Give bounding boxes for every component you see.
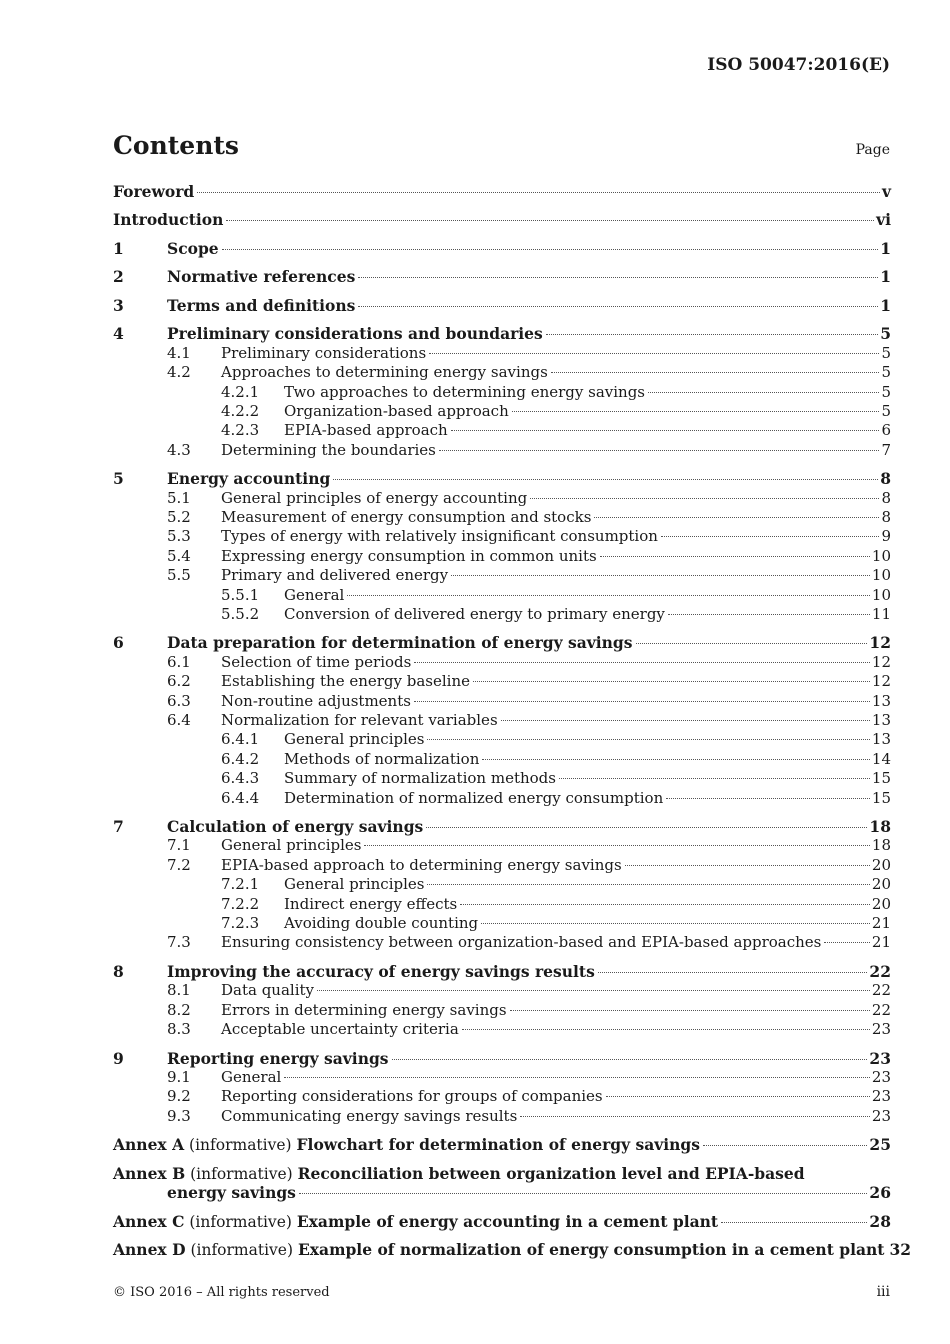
toc-entry[interactable] (113, 653, 891, 672)
toc-entry-number: 6.2 (167, 672, 191, 691)
toc-entry-title: Data quality (221, 981, 315, 1000)
dot-leader (520, 1116, 870, 1117)
dot-leader (222, 249, 879, 250)
toc-entry-number: 3 (113, 295, 124, 315)
toc-entry-number: 4.2 (167, 363, 191, 382)
dot-leader (473, 681, 870, 682)
dot-leader (666, 798, 870, 799)
toc-entry[interactable] (113, 1020, 891, 1039)
dot-leader (606, 1096, 870, 1097)
toc-annex-entry[interactable] (113, 1240, 912, 1260)
toc-entry[interactable] (113, 383, 891, 402)
toc-entry-number: 7.2.2 (221, 894, 260, 913)
toc-entry-page: 14 (871, 749, 891, 768)
toc-entry-title: Organization-based approach (284, 401, 509, 420)
toc-entry[interactable] (113, 182, 891, 201)
toc-entry-title: Establishing the energy baseline (221, 672, 471, 691)
toc-entry[interactable] (113, 344, 891, 363)
toc-entry[interactable] (113, 508, 891, 527)
dot-leader (661, 536, 880, 537)
dot-leader (392, 1059, 868, 1060)
toc-entry-page: 13 (871, 730, 891, 749)
toc-entry[interactable] (113, 769, 891, 788)
toc-entry-number: 6.3 (167, 691, 191, 710)
dot-leader (481, 923, 870, 924)
toc-entry[interactable] (113, 267, 891, 286)
dot-leader (530, 498, 879, 499)
toc-entry-page: 22 (871, 1000, 891, 1019)
toc-entry-title: Ensuring consistency between organization-based and EPIA-based approaches (221, 933, 822, 952)
toc-annex-entry[interactable] (113, 1135, 891, 1154)
toc-entry-number: 8.1 (167, 981, 191, 1000)
toc-entry-title: Determining the boundaries (221, 440, 436, 459)
toc-entry-page: 10 (871, 566, 891, 585)
toc-entry[interactable] (113, 933, 891, 952)
dot-leader (426, 827, 867, 828)
toc-entry-title: General principles (221, 836, 362, 855)
toc-entry-page: 13 (871, 711, 891, 730)
toc-entry-number: 4.2.1 (221, 382, 260, 401)
page-column-label: Page (855, 142, 890, 158)
toc-entry-title: Conversion of delivered energy to primary energy (284, 604, 665, 623)
dot-leader (317, 990, 870, 991)
toc-entry-page: 5 (881, 343, 891, 362)
toc-entry-page: 12 (869, 633, 891, 653)
toc-entry-page: 5 (881, 382, 891, 401)
toc-entry-title: Preliminary considerations (221, 343, 427, 362)
toc-entry-page: 22 (869, 961, 891, 981)
toc-entry-page: v (881, 182, 891, 201)
toc-entry-number: 7 (113, 817, 124, 837)
toc-entry-number: 2 (113, 267, 124, 287)
toc-entry-page: 20 (871, 894, 891, 913)
toc-entry-page: 10 (871, 546, 891, 565)
toc-entry[interactable] (113, 527, 891, 546)
toc-entry-title: Terms and definitions (167, 295, 356, 315)
toc-entry-page: 5 (881, 363, 891, 382)
toc-entry[interactable] (113, 914, 891, 933)
toc-entry-number: 6.4.2 (221, 749, 260, 768)
toc-entry-title: Preliminary considerations and boundaries (167, 324, 543, 344)
toc-entry-title: Calculation of energy savings (167, 817, 424, 837)
toc-entry-page: 13 (871, 691, 891, 710)
toc-entry-number: 8.2 (167, 1000, 191, 1019)
dot-leader (824, 942, 870, 943)
toc-entry-title: Methods of normalization (284, 749, 480, 768)
dot-leader (546, 334, 878, 335)
dot-leader (462, 1029, 870, 1030)
toc-entry-title: Data preparation for determination of energy savings (167, 633, 633, 653)
dot-leader (460, 904, 870, 905)
dot-leader (594, 517, 879, 518)
toc-entry-title: Communicating energy savings results (221, 1106, 518, 1125)
dot-leader (333, 479, 878, 480)
toc-entry-number: 9 (113, 1048, 124, 1068)
toc-entry[interactable] (113, 962, 891, 981)
copyright-notice: © ISO 2016 – All rights reserved (113, 1285, 330, 1300)
toc-entry-number: 1 (113, 238, 124, 258)
toc-entry-number: 5.3 (167, 527, 191, 546)
toc-entry[interactable] (113, 817, 891, 836)
toc-entry-page: 1 (880, 295, 891, 315)
toc-entry[interactable] (113, 402, 891, 421)
toc-entry-page: 5 (881, 401, 891, 420)
toc-entry-page: 12 (871, 672, 891, 691)
toc-entry[interactable] (113, 586, 891, 605)
toc-entry-page: 12 (871, 652, 891, 671)
annex-type: (informative) (189, 1136, 292, 1155)
toc-entry-page: 32 (889, 1240, 912, 1260)
toc-entry-title: Measurement of energy consumption and stocks (221, 508, 592, 527)
dot-leader (414, 701, 870, 702)
dot-leader (429, 353, 879, 354)
toc-entry-page: 8 (881, 488, 891, 507)
toc-entry-number: 7.2 (167, 855, 191, 874)
toc-entry-number: 6 (113, 633, 124, 653)
toc-entry-title: Normative references (167, 267, 356, 287)
toc-entry-number: 8.3 (167, 1020, 191, 1039)
dot-leader (648, 392, 879, 393)
toc-entry[interactable] (113, 1049, 891, 1068)
toc-entry-page: 1 (880, 238, 891, 258)
toc-entry-page: 23 (871, 1020, 891, 1039)
toc-entry-page: 21 (871, 914, 891, 933)
table-of-contents (113, 182, 912, 1260)
toc-entry[interactable] (113, 1107, 891, 1126)
toc-entry[interactable] (113, 547, 891, 566)
annex-label: Annex C (113, 1211, 185, 1231)
toc-entry-number: 5.5 (167, 566, 191, 585)
toc-entry[interactable] (113, 981, 891, 1000)
dot-leader (299, 1193, 868, 1194)
dot-leader (197, 192, 880, 193)
dot-leader (598, 972, 868, 973)
dot-leader (358, 277, 878, 278)
toc-annex-entry[interactable] (113, 1164, 891, 1203)
toc-entry[interactable] (113, 441, 891, 460)
toc-entry-title: General principles of energy accounting (221, 488, 528, 507)
annex-type: (informative) (189, 1212, 292, 1231)
toc-entry-page: vi (876, 210, 891, 230)
dot-leader (703, 1145, 867, 1146)
toc-entry-title: General (284, 585, 345, 604)
toc-entry-title: EPIA-based approach to determining energy savings (221, 855, 622, 874)
toc-entry-page: 15 (871, 788, 891, 807)
toc-entry[interactable] (113, 875, 891, 894)
toc-entry-number: 7.2.1 (221, 875, 260, 894)
toc-entry-title: General principles (284, 875, 425, 894)
toc-entry-page: 10 (871, 585, 891, 604)
toc-entry-title: Energy accounting (167, 469, 331, 489)
toc-entry-page: 15 (871, 769, 891, 788)
toc-entry[interactable] (113, 711, 891, 730)
toc-entry[interactable] (113, 210, 891, 229)
toc-entry-title: Non-routine adjustments (221, 691, 411, 710)
dot-leader (284, 1077, 870, 1078)
toc-entry[interactable] (113, 836, 891, 855)
toc-entry-page: 23 (871, 1106, 891, 1125)
toc-entry-number: 5.5.1 (221, 585, 260, 604)
toc-entry-page: 18 (871, 836, 891, 855)
annex-title: Flowchart for determination of energy savings (296, 1135, 701, 1155)
toc-entry-title: Indirect energy effects (284, 894, 458, 913)
toc-entry-number: 4.2.3 (221, 421, 260, 440)
toc-entry-page: 23 (871, 1067, 891, 1086)
toc-entry[interactable] (113, 730, 891, 749)
toc-entry-title: Reporting energy savings (167, 1048, 389, 1068)
toc-entry-title: Errors in determining energy savings (221, 1000, 507, 1019)
toc-entry-title: Scope (167, 238, 219, 258)
toc-entry-title: Summary of normalization methods (284, 769, 556, 788)
toc-entry-title: Normalization for relevant variables (221, 711, 498, 730)
toc-entry-number: 6.4 (167, 711, 191, 730)
toc-entry-page: 18 (869, 817, 891, 837)
annex-label: Annex A (113, 1135, 185, 1155)
dot-leader (501, 720, 870, 721)
toc-entry[interactable] (113, 469, 891, 488)
toc-entry[interactable] (113, 1087, 891, 1106)
toc-entry-title: Two approaches to determining energy savings (284, 382, 645, 401)
toc-entry-page: 5 (880, 324, 891, 344)
toc-entry-title: Improving the accuracy of energy savings results (167, 961, 595, 981)
toc-entry[interactable] (113, 324, 891, 343)
toc-entry-number: 4 (113, 324, 124, 344)
toc-entry-page: 8 (881, 508, 891, 527)
toc-entry-page: 6 (881, 421, 891, 440)
annex-title-continued: energy savings (167, 1183, 296, 1203)
annex-label: Annex B (113, 1163, 186, 1183)
toc-entry[interactable] (113, 296, 891, 315)
dot-leader (668, 614, 870, 615)
toc-entry-number: 4.3 (167, 440, 191, 459)
contents-title: Contents (113, 131, 240, 160)
dot-leader (427, 739, 869, 740)
annex-label: Annex D (113, 1240, 186, 1260)
toc-entry-number: 5.5.2 (221, 604, 260, 623)
toc-entry-number: 9.2 (167, 1087, 191, 1106)
toc-entry-title: Introduction (113, 210, 224, 230)
dot-leader (347, 595, 870, 596)
toc-entry-page: 1 (880, 267, 891, 287)
dot-leader (636, 643, 868, 644)
toc-entry-number: 9.3 (167, 1106, 191, 1125)
toc-entry-page: 28 (869, 1211, 891, 1231)
toc-entry-page: 20 (871, 875, 891, 894)
toc-entry-page: 11 (871, 604, 891, 623)
toc-entry-number: 4.1 (167, 343, 191, 362)
toc-entry[interactable] (113, 363, 891, 382)
dot-leader (427, 884, 869, 885)
toc-annex-entry[interactable] (113, 1212, 891, 1231)
toc-entry-number: 9.1 (167, 1067, 191, 1086)
toc-entry-number: 8 (113, 961, 124, 981)
toc-entry-number: 5.1 (167, 488, 191, 507)
dot-leader (510, 1010, 870, 1011)
annex-title: Reconciliation between organization level and EPIA-based (297, 1163, 805, 1183)
dot-leader (451, 430, 880, 431)
toc-entry-title: General principles (284, 730, 425, 749)
dot-leader (721, 1222, 867, 1223)
dot-leader (439, 450, 880, 451)
annex-type: (informative) (190, 1164, 293, 1183)
toc-entry-page: 21 (871, 933, 891, 952)
dot-leader (226, 220, 874, 221)
toc-entry-number: 6.4.4 (221, 788, 260, 807)
toc-entry-title: Avoiding double counting (284, 914, 479, 933)
toc-entry-title: Expressing energy consumption in common units (221, 546, 597, 565)
toc-entry-number: 6.4.1 (221, 730, 260, 749)
toc-entry[interactable] (113, 421, 891, 440)
toc-entry[interactable] (113, 605, 891, 624)
toc-entry-number: 7.2.3 (221, 914, 260, 933)
toc-entry-page: 8 (880, 469, 891, 489)
toc-entry[interactable] (113, 856, 891, 875)
toc-entry-page: 9 (881, 527, 891, 546)
toc-entry-title: Types of energy with relatively insignificant consumption (221, 527, 658, 546)
toc-entry[interactable] (113, 566, 891, 585)
toc-entry-page: 22 (871, 981, 891, 1000)
toc-entry[interactable] (113, 895, 891, 914)
toc-entry-title: Reporting considerations for groups of companies (221, 1087, 603, 1106)
toc-entry-page: 20 (871, 855, 891, 874)
toc-entry-number: 5.2 (167, 508, 191, 527)
toc-entry-title: EPIA-based approach (284, 421, 448, 440)
standard-id: ISO 50047:2016(E) (707, 55, 890, 75)
annex-title: Example of energy accounting in a cement plant (296, 1211, 719, 1231)
toc-entry-title: Primary and delivered energy (221, 566, 449, 585)
toc-entry-page: 7 (881, 440, 891, 459)
dot-leader (512, 411, 880, 412)
toc-entry[interactable] (113, 239, 891, 258)
toc-entry-title: Selection of time periods (221, 652, 412, 671)
dot-leader (559, 778, 870, 779)
toc-entry-title: Acceptable uncertainty criteria (221, 1020, 459, 1039)
dot-leader (551, 372, 880, 373)
annex-title: Example of normalization of energy consumption in a cement plant (297, 1240, 885, 1260)
toc-entry-title: Determination of normalized energy consumption (284, 788, 664, 807)
toc-entry-number: 5 (113, 469, 124, 489)
page-number: iii (876, 1284, 890, 1300)
dot-leader (600, 556, 870, 557)
toc-entry-page: 23 (871, 1087, 891, 1106)
toc-entry[interactable] (113, 489, 891, 508)
toc-entry-title: General (221, 1067, 282, 1086)
toc-entry[interactable] (113, 1068, 891, 1087)
dot-leader (625, 865, 870, 866)
toc-entry-number: 6.1 (167, 652, 191, 671)
toc-entry-number: 7.3 (167, 933, 191, 952)
toc-entry[interactable] (113, 750, 891, 769)
toc-entry[interactable] (113, 1001, 891, 1020)
toc-entry[interactable] (113, 692, 891, 711)
toc-entry-page: 25 (869, 1135, 891, 1155)
dot-leader (451, 575, 870, 576)
toc-entry-page: 23 (869, 1048, 891, 1068)
dot-leader (482, 759, 870, 760)
toc-entry[interactable] (113, 789, 891, 808)
toc-entry-title: Approaches to determining energy savings (221, 363, 548, 382)
dot-leader (358, 306, 878, 307)
toc-entry-number: 5.4 (167, 546, 191, 565)
toc-entry[interactable] (113, 672, 891, 691)
toc-entry[interactable] (113, 633, 891, 652)
toc-entry-page: 26 (869, 1183, 891, 1203)
dot-leader (414, 662, 870, 663)
dot-leader (364, 845, 869, 846)
toc-entry-title: Foreword (113, 182, 195, 201)
annex-type: (informative) (190, 1241, 294, 1260)
toc-entry-number: 6.4.3 (221, 769, 260, 788)
toc-entry-number: 4.2.2 (221, 401, 260, 420)
toc-entry-number: 7.1 (167, 836, 191, 855)
